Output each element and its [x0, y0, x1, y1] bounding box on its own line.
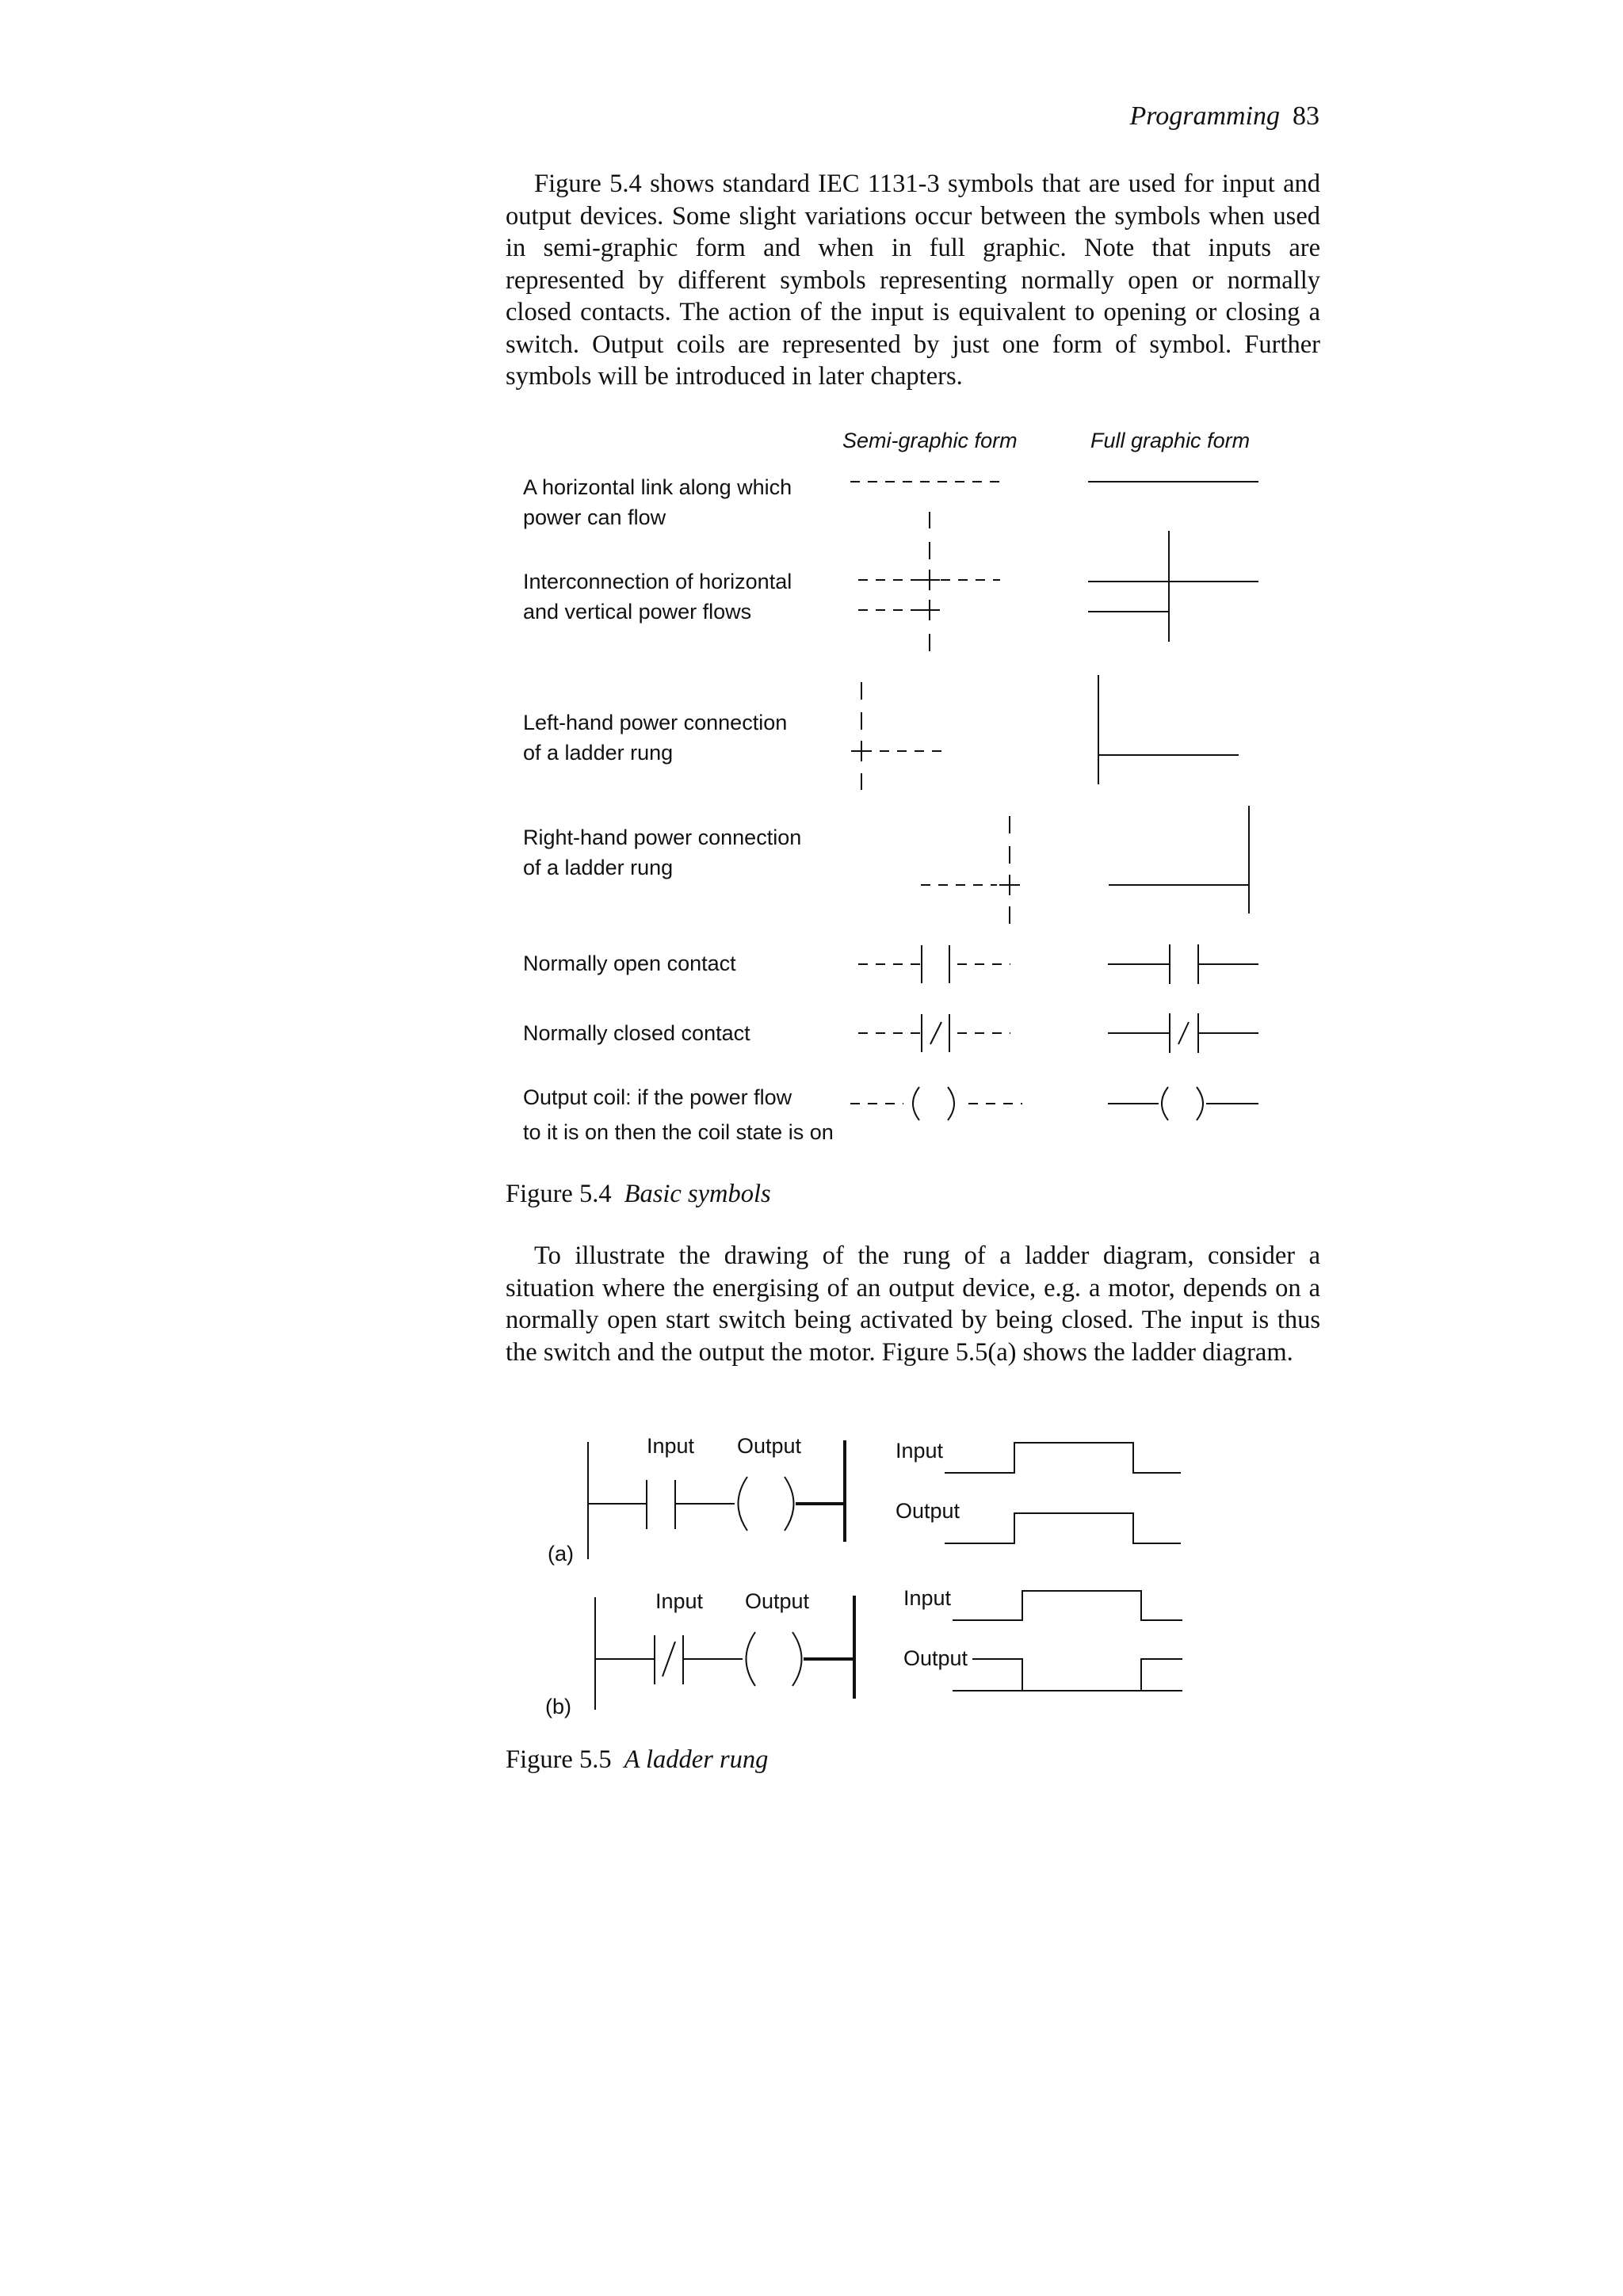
ladder-b-input-label: Input — [655, 1589, 704, 1613]
row-label-right-power: Right-hand power connection — [523, 826, 802, 849]
row-label-interconnection: Interconnection of horizontal — [523, 570, 792, 593]
figure-5-4-title: Basic symbols — [624, 1180, 771, 1208]
timing-b-output-label: Output — [903, 1646, 968, 1670]
row-label-left-power-2: of a ladder rung — [523, 741, 674, 765]
row-label-normally-open: Normally open contact — [523, 952, 736, 975]
timing-a-input-label: Input — [896, 1439, 944, 1463]
row-label-horizontal-link-2: power can flow — [523, 505, 666, 529]
row-label-interconnection-2: and vertical power flows — [523, 600, 752, 624]
timing-a-output-label: Output — [896, 1499, 960, 1523]
row-label-horizontal-link: A horizontal link along which — [523, 475, 792, 499]
figure-5-5-number: Figure 5.5 — [506, 1745, 612, 1774]
row-label-output-coil: Output coil: if the power flow — [523, 1085, 792, 1109]
paragraph-2: To illustrate the drawing of the rung of a ladder diagram, consider a situation where the energising of an output device, e.g. a motor, depends on a normally open start switch being activated by being closed. The input is thus the switch and the output the motor. Figure 5.5(a) shows the ladder diagram. — [506, 1241, 1320, 1367]
ladder-rung-b — [545, 1589, 854, 1718]
figure-5-5-caption — [506, 1745, 768, 1775]
timing-diagram-a — [896, 1439, 1181, 1543]
figure-5-4-number: Figure 5.4 — [506, 1180, 612, 1208]
ladder-a-tag: (a) — [548, 1542, 574, 1566]
ladder-b-tag: (b) — [545, 1695, 571, 1718]
timing-diagram-b — [903, 1586, 1182, 1691]
paragraph-1: Figure 5.4 shows standard IEC 1131-3 symbols that are used for input and output devices. Some slight variations occur between the symbols when used in semi-graphic form and when in full graphic. Note that inputs are represented by different symbols representing normally open or normally closed contacts. The action of the input is equivalent to opening or closing a switch. Output coils are represented by just one form of symbol. Further symbols will be introduced in later chapters. — [506, 170, 1320, 391]
page-number: 83 — [1293, 101, 1319, 131]
row-label-output-coil-2: to it is on then the coil state is on — [523, 1120, 834, 1144]
row-label-right-power-2: of a ladder rung — [523, 856, 674, 879]
figure-5-5-title: A ladder rung — [624, 1745, 769, 1774]
ladder-a-output-label: Output — [737, 1434, 802, 1458]
row-label-normally-closed: Normally closed contact — [523, 1021, 750, 1045]
col-header-semi: Semi-graphic form — [842, 429, 1018, 452]
row-label-left-power: Left-hand power connection — [523, 711, 788, 734]
running-head-title: Programming — [1129, 101, 1280, 131]
timing-b-input-label: Input — [903, 1586, 952, 1610]
ladder-a-input-label: Input — [647, 1434, 695, 1458]
col-header-full: Full graphic form — [1090, 429, 1251, 452]
ladder-b-output-label: Output — [745, 1589, 810, 1613]
ladder-rung-a — [548, 1434, 845, 1566]
